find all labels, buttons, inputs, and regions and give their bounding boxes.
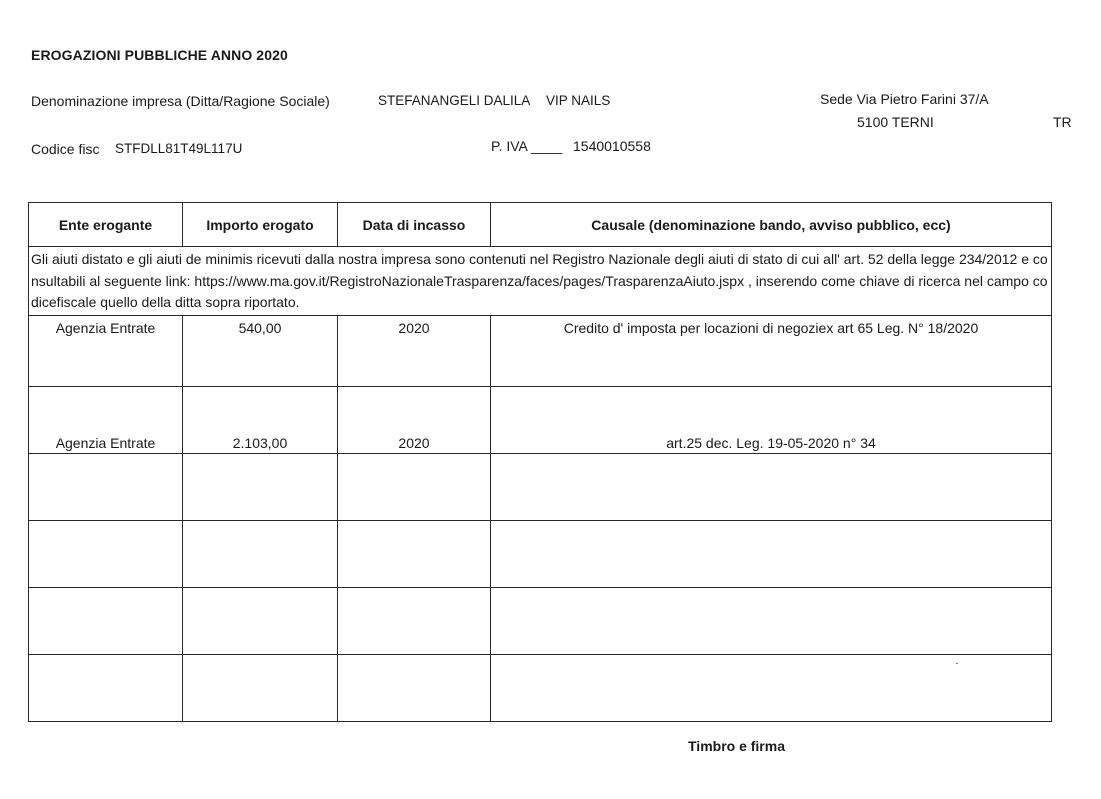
cell-text: Agenzia Entrate bbox=[55, 435, 156, 451]
table-header-row bbox=[29, 203, 1052, 247]
cell-data: 2020 bbox=[338, 316, 491, 387]
registry-note: Gli aiuti distato e gli aiuti de minimis ricevuti dalla nostra impresa sono contenuti nel Registro Nazionale degli aiuti di stato di cui all' art. 52 della legge 234/2012 e consultabili al seguente link: https://www.ma.gov.it/RegistroNazionaleTrasparenza/faces/pages/TrasparenzaAiuto.jspx , inserendo come chiave di ricerca nel campo codicefiscale quello della ditta sopra riportato. bbox=[29, 247, 1052, 316]
scan-speck bbox=[956, 663, 958, 664]
empty-row bbox=[29, 454, 1052, 521]
province-code: TR bbox=[1053, 114, 1072, 130]
cell-causale: Credito d' imposta per locazioni di negoziex art 65 Leg. N° 18/2020 bbox=[491, 316, 1052, 387]
cell-causale bbox=[491, 387, 1052, 454]
empty-cell bbox=[183, 588, 338, 655]
empty-cell bbox=[491, 521, 1052, 588]
company-brand: VIP NAILS bbox=[546, 93, 611, 108]
document-title: EROGAZIONI PUBBLICHE ANNO 2020 bbox=[31, 47, 288, 63]
header-causale: Causale (denominazione bando, avviso pubblico, ecc) bbox=[491, 203, 1052, 247]
table-row bbox=[29, 316, 1052, 387]
cell-importo: 540,00 bbox=[183, 316, 338, 387]
signature-label: Timbro e firma bbox=[688, 738, 785, 754]
empty-cell bbox=[183, 655, 338, 722]
table-row bbox=[29, 387, 1052, 454]
address-line-2: 5100 TERNI bbox=[857, 114, 934, 130]
cell-text: 2020 bbox=[398, 435, 430, 451]
fiscal-code-label: Codice fisc bbox=[31, 141, 100, 157]
header-data: Data di incasso bbox=[338, 203, 491, 247]
vat-label: P. IVA ____ bbox=[491, 138, 563, 154]
grants-table bbox=[28, 202, 1052, 722]
empty-cell bbox=[29, 655, 183, 722]
empty-cell bbox=[183, 454, 338, 521]
empty-cell bbox=[29, 454, 183, 521]
cell-ente bbox=[29, 387, 183, 454]
company-name: STEFANANGELI DALILA bbox=[378, 93, 531, 108]
cell-text: art.25 dec. Leg. 19-05-2020 n° 34 bbox=[666, 435, 876, 451]
empty-row bbox=[29, 521, 1052, 588]
empty-row bbox=[29, 655, 1052, 722]
empty-cell bbox=[338, 588, 491, 655]
cell-data bbox=[338, 387, 491, 454]
header-importo: Importo erogato bbox=[183, 203, 338, 247]
empty-cell bbox=[29, 588, 183, 655]
empty-cell bbox=[338, 521, 491, 588]
empty-cell bbox=[338, 655, 491, 722]
empty-cell bbox=[491, 655, 1052, 722]
note-row bbox=[29, 247, 1052, 316]
company-label: Denominazione impresa (Ditta/Ragione Sociale) bbox=[31, 93, 330, 109]
fiscal-code-value: STFDLL81T49L117U bbox=[115, 141, 243, 156]
empty-cell bbox=[338, 454, 491, 521]
empty-cell bbox=[29, 521, 183, 588]
address-line-1: Sede Via Pietro Farini 37/A bbox=[820, 91, 989, 107]
empty-cell bbox=[183, 521, 338, 588]
empty-cell bbox=[491, 588, 1052, 655]
header-ente: Ente erogante bbox=[29, 203, 183, 247]
cell-text: 2.103,00 bbox=[232, 435, 288, 451]
cell-importo bbox=[183, 387, 338, 454]
cell-ente: Agenzia Entrate bbox=[29, 316, 183, 387]
empty-row bbox=[29, 588, 1052, 655]
vat-value: 1540010558 bbox=[573, 138, 651, 154]
empty-cell bbox=[491, 454, 1052, 521]
